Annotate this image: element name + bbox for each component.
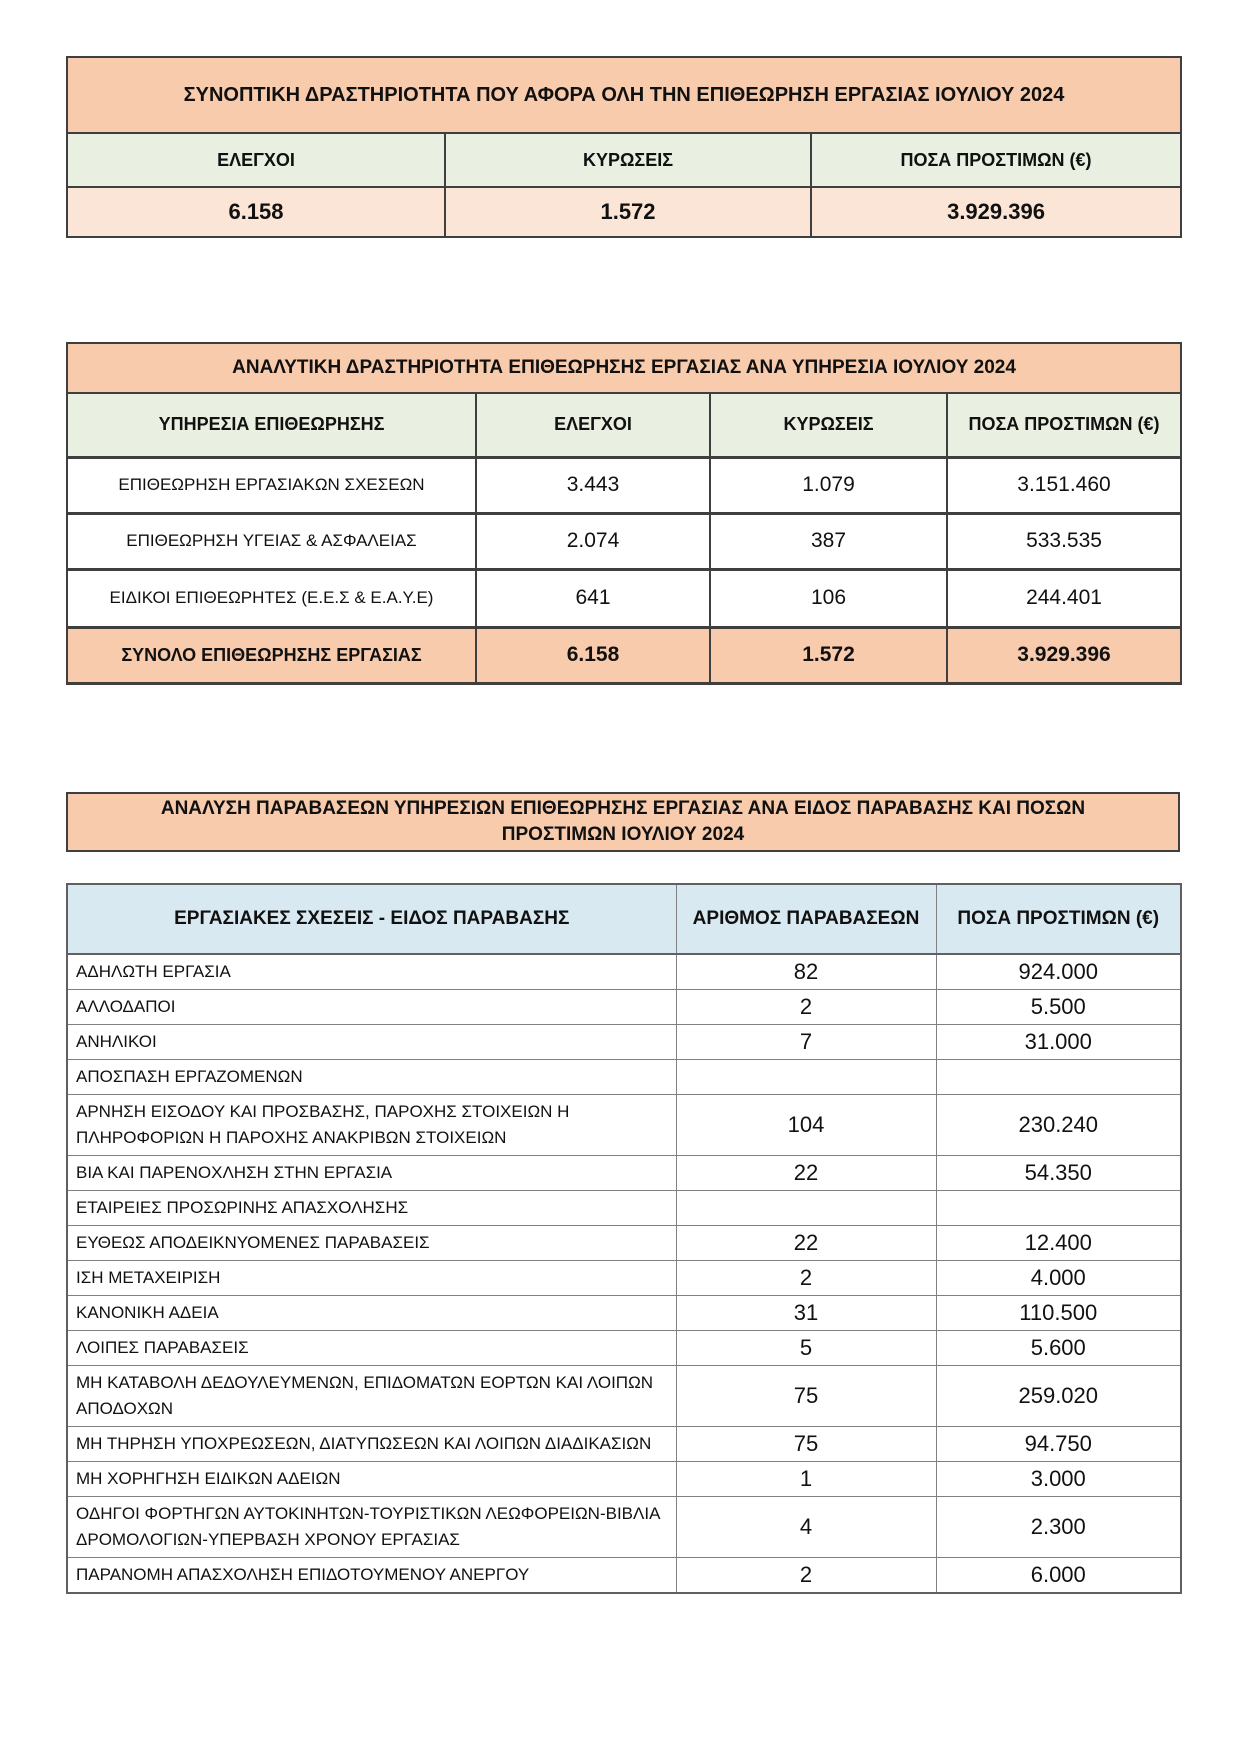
violation-amount: 259.020 [936, 1366, 1181, 1427]
violation-count: 22 [676, 1156, 936, 1191]
violation-count: 2 [676, 990, 936, 1025]
violation-label: ΕΤΑΙΡΕΙΕΣ ΠΡΟΣΩΡΙΝΗΣ ΑΠΑΣΧΟΛΗΣΗΣ [67, 1191, 676, 1226]
table-row [67, 1025, 1181, 1060]
total-fines: 3.929.396 [947, 627, 1181, 683]
service-sanctions: 387 [710, 513, 947, 569]
violations-title-text: ΑΝΑΛΥΣΗ ΠΑΡΑΒΑΣΕΩΝ ΥΠΗΡΕΣΙΩΝ ΕΠΙΘΕΩΡΗΣΗΣ ΕΡΓΑΣΙΑΣ ΑΝΑ ΕΙΔΟΣ ΠΑΡΑΒΑΣΗΣ ΚΑΙ ΠΟΣΩΝ ΠΡΟΣΤΙΜΩΝ ΙΟΥΛΙΟΥ 2024 [160, 798, 1086, 845]
violation-amount [936, 1191, 1181, 1226]
per-service-header-sanctions: ΚΥΡΩΣΕΙΣ [710, 393, 947, 457]
service-fines: 533.535 [947, 513, 1181, 569]
violation-amount: 54.350 [936, 1156, 1181, 1191]
table-row [67, 954, 1181, 990]
violation-label: ΑΠΟΣΠΑΣΗ ΕΡΓΑΖΟΜΕΝΩΝ [67, 1060, 676, 1095]
table-row [67, 1427, 1181, 1462]
summary-header-row [67, 133, 1181, 187]
violation-amount: 3.000 [936, 1462, 1181, 1497]
per-service-header-inspections: ΕΛΕΓΧΟΙ [476, 393, 710, 457]
violation-label: ΜΗ ΧΟΡΗΓΗΣΗ ΕΙΔΙΚΩΝ ΑΔΕΙΩΝ [67, 1462, 676, 1497]
violations-title-bar [66, 792, 1180, 852]
violations-header-type: ΕΡΓΑΣΙΑΚΕΣ ΣΧΕΣΕΙΣ - ΕΙΔΟΣ ΠΑΡΑΒΑΣΗΣ [67, 884, 676, 954]
per-service-title-row [67, 343, 1181, 393]
violations-header-row [67, 884, 1181, 954]
total-label: ΣΥΝΟΛΟ ΕΠΙΘΕΩΡΗΣΗΣ ΕΡΓΑΣΙΑΣ [67, 627, 476, 683]
summary-values-row [67, 187, 1181, 237]
table-row [67, 1060, 1181, 1095]
service-fines: 3.151.460 [947, 457, 1181, 513]
total-sanctions: 1.572 [710, 627, 947, 683]
service-name: ΕΙΔΙΚΟΙ ΕΠΙΘΕΩΡΗΤΕΣ (Ε.Ε.Σ & Ε.Α.Υ.Ε) [67, 569, 476, 627]
violation-count: 1 [676, 1462, 936, 1497]
per-service-header-service: ΥΠΗΡΕΣΙΑ ΕΠΙΘΕΩΡΗΣΗΣ [67, 393, 476, 457]
table-row [67, 457, 1181, 513]
violation-count: 31 [676, 1296, 936, 1331]
violation-count [676, 1060, 936, 1095]
per-service-section [66, 342, 1180, 685]
violation-count: 104 [676, 1095, 936, 1156]
per-service-title: ΑΝΑΛΥΤΙΚΗ ΔΡΑΣΤΗΡΙΟΤΗΤΑ ΕΠΙΘΕΩΡΗΣΗΣ ΕΡΓΑΣΙΑΣ ΑΝΑ ΥΠΗΡΕΣΙΑ ΙΟΥΛΙΟΥ 2024 [67, 343, 1181, 393]
violation-amount [936, 1060, 1181, 1095]
service-inspections: 3.443 [476, 457, 710, 513]
summary-section [66, 56, 1180, 238]
table-row [67, 1261, 1181, 1296]
per-service-table [66, 342, 1182, 685]
table-row [67, 1095, 1181, 1156]
table-row [67, 990, 1181, 1025]
violation-label: ΚΑΝΟΝΙΚΗ ΑΔΕΙΑ [67, 1296, 676, 1331]
violation-count: 75 [676, 1427, 936, 1462]
violation-count: 4 [676, 1497, 936, 1558]
service-name: ΕΠΙΘΕΩΡΗΣΗ ΥΓΕΙΑΣ & ΑΣΦΑΛΕΙΑΣ [67, 513, 476, 569]
violation-count: 5 [676, 1331, 936, 1366]
violation-count: 22 [676, 1226, 936, 1261]
violations-header-fines: ΠΟΣΑ ΠΡΟΣΤΙΜΩΝ (€) [936, 884, 1181, 954]
summary-header-fines: ΠΟΣΑ ΠΡΟΣΤΙΜΩΝ (€) [811, 133, 1181, 187]
violation-count: 75 [676, 1366, 936, 1427]
violation-amount: 110.500 [936, 1296, 1181, 1331]
violation-count: 7 [676, 1025, 936, 1060]
table-row [67, 1296, 1181, 1331]
service-sanctions: 1.079 [710, 457, 947, 513]
table-row [67, 1558, 1181, 1594]
summary-sanctions-value: 1.572 [445, 187, 811, 237]
table-row [67, 569, 1181, 627]
violation-count: 2 [676, 1261, 936, 1296]
violation-amount: 5.500 [936, 990, 1181, 1025]
violation-label: ΑΡΝΗΣΗ ΕΙΣΟΔΟΥ ΚΑΙ ΠΡΟΣΒΑΣΗΣ, ΠΑΡΟΧΗΣ ΣΤΟΙΧΕΙΩΝ Η ΠΛΗΡΟΦΟΡΙΩΝ Η ΠΑΡΟΧΗΣ ΑΝΑΚΡΙΒΩΝ ΣΤΟΙΧΕΙΩΝ [67, 1095, 676, 1156]
violation-label: ΜΗ ΤΗΡΗΣΗ ΥΠΟΧΡΕΩΣΕΩΝ, ΔΙΑΤΥΠΩΣΕΩΝ ΚΑΙ ΛΟΙΠΩΝ ΔΙΑΔΙΚΑΣΙΩΝ [67, 1427, 676, 1462]
violations-table [66, 883, 1182, 1594]
violation-amount: 94.750 [936, 1427, 1181, 1462]
per-service-header-fines: ΠΟΣΑ ΠΡΟΣΤΙΜΩΝ (€) [947, 393, 1181, 457]
summary-fines-value: 3.929.396 [811, 187, 1181, 237]
summary-inspections-value: 6.158 [67, 187, 445, 237]
service-inspections: 2.074 [476, 513, 710, 569]
violations-title [66, 792, 1180, 852]
violation-label: ΑΔΗΛΩΤΗ ΕΡΓΑΣΙΑ [67, 954, 676, 990]
summary-title: ΣΥΝΟΠΤΙΚΗ ΔΡΑΣΤΗΡΙΟΤΗΤΑ ΠΟΥ ΑΦΟΡΑ ΟΛΗ ΤΗΝ ΕΠΙΘΕΩΡΗΣΗ ΕΡΓΑΣΙΑΣ ΙΟΥΛΙΟΥ 2024 [67, 57, 1181, 133]
table-row [67, 1156, 1181, 1191]
violation-amount: 12.400 [936, 1226, 1181, 1261]
violation-label: ΒΙΑ ΚΑΙ ΠΑΡΕΝΟΧΛΗΣΗ ΣΤΗΝ ΕΡΓΑΣΙΑ [67, 1156, 676, 1191]
service-name: ΕΠΙΘΕΩΡΗΣΗ ΕΡΓΑΣΙΑΚΩΝ ΣΧΕΣΕΩΝ [67, 457, 476, 513]
violation-amount: 5.600 [936, 1331, 1181, 1366]
table-row [67, 1497, 1181, 1558]
per-service-header-row [67, 393, 1181, 457]
violation-label: ΜΗ ΚΑΤΑΒΟΛΗ ΔΕΔΟΥΛΕΥΜΕΝΩΝ, ΕΠΙΔΟΜΑΤΩΝ ΕΟΡΤΩΝ ΚΑΙ ΛΟΙΠΩΝ ΑΠΟΔΟΧΩΝ [67, 1366, 676, 1427]
violation-count: 82 [676, 954, 936, 990]
service-inspections: 641 [476, 569, 710, 627]
violation-label: ΛΟΙΠΕΣ ΠΑΡΑΒΑΣΕΙΣ [67, 1331, 676, 1366]
violation-amount: 2.300 [936, 1497, 1181, 1558]
violation-count [676, 1191, 936, 1226]
summary-header-inspections: ΕΛΕΓΧΟΙ [67, 133, 445, 187]
violation-label: ΑΛΛΟΔΑΠΟΙ [67, 990, 676, 1025]
violation-label: ΑΝΗΛΙΚΟΙ [67, 1025, 676, 1060]
violation-count: 2 [676, 1558, 936, 1594]
violation-amount: 4.000 [936, 1261, 1181, 1296]
table-row [67, 513, 1181, 569]
table-row [67, 1462, 1181, 1497]
table-row [67, 1226, 1181, 1261]
service-sanctions: 106 [710, 569, 947, 627]
table-row [67, 1366, 1181, 1427]
violation-label: ΕΥΘΕΩΣ ΑΠΟΔΕΙΚΝΥΟΜΕΝΕΣ ΠΑΡΑΒΑΣΕΙΣ [67, 1226, 676, 1261]
total-inspections: 6.158 [476, 627, 710, 683]
violation-label: ΠΑΡΑΝΟΜΗ ΑΠΑΣΧΟΛΗΣΗ ΕΠΙΔΟΤΟΥΜΕΝΟΥ ΑΝΕΡΓΟΥ [67, 1558, 676, 1594]
violations-header-count: ΑΡΙΘΜΟΣ ΠΑΡΑΒΑΣΕΩΝ [676, 884, 936, 954]
violation-label: ΟΔΗΓΟΙ ΦΟΡΤΗΓΩΝ ΑΥΤΟΚΙΝΗΤΩΝ-ΤΟΥΡΙΣΤΙΚΩΝ ΛΕΩΦΟΡΕΙΩΝ-ΒΙΒΛΙΑ ΔΡΟΜΟΛΟΓΙΩΝ-ΥΠΕΡΒΑΣΗ ΧΡΟΝΟΥ ΕΡΓΑΣΙΑΣ [67, 1497, 676, 1558]
summary-title-row [67, 57, 1181, 133]
violation-amount: 230.240 [936, 1095, 1181, 1156]
violation-amount: 31.000 [936, 1025, 1181, 1060]
violation-amount: 924.000 [936, 954, 1181, 990]
total-row [67, 627, 1181, 683]
summary-header-sanctions: ΚΥΡΩΣΕΙΣ [445, 133, 811, 187]
service-fines: 244.401 [947, 569, 1181, 627]
table-row [67, 1191, 1181, 1226]
violation-label: ΙΣΗ ΜΕΤΑΧΕΙΡΙΣΗ [67, 1261, 676, 1296]
violation-amount: 6.000 [936, 1558, 1181, 1594]
summary-table [66, 56, 1182, 238]
violations-section [66, 883, 1180, 1594]
table-row [67, 1331, 1181, 1366]
